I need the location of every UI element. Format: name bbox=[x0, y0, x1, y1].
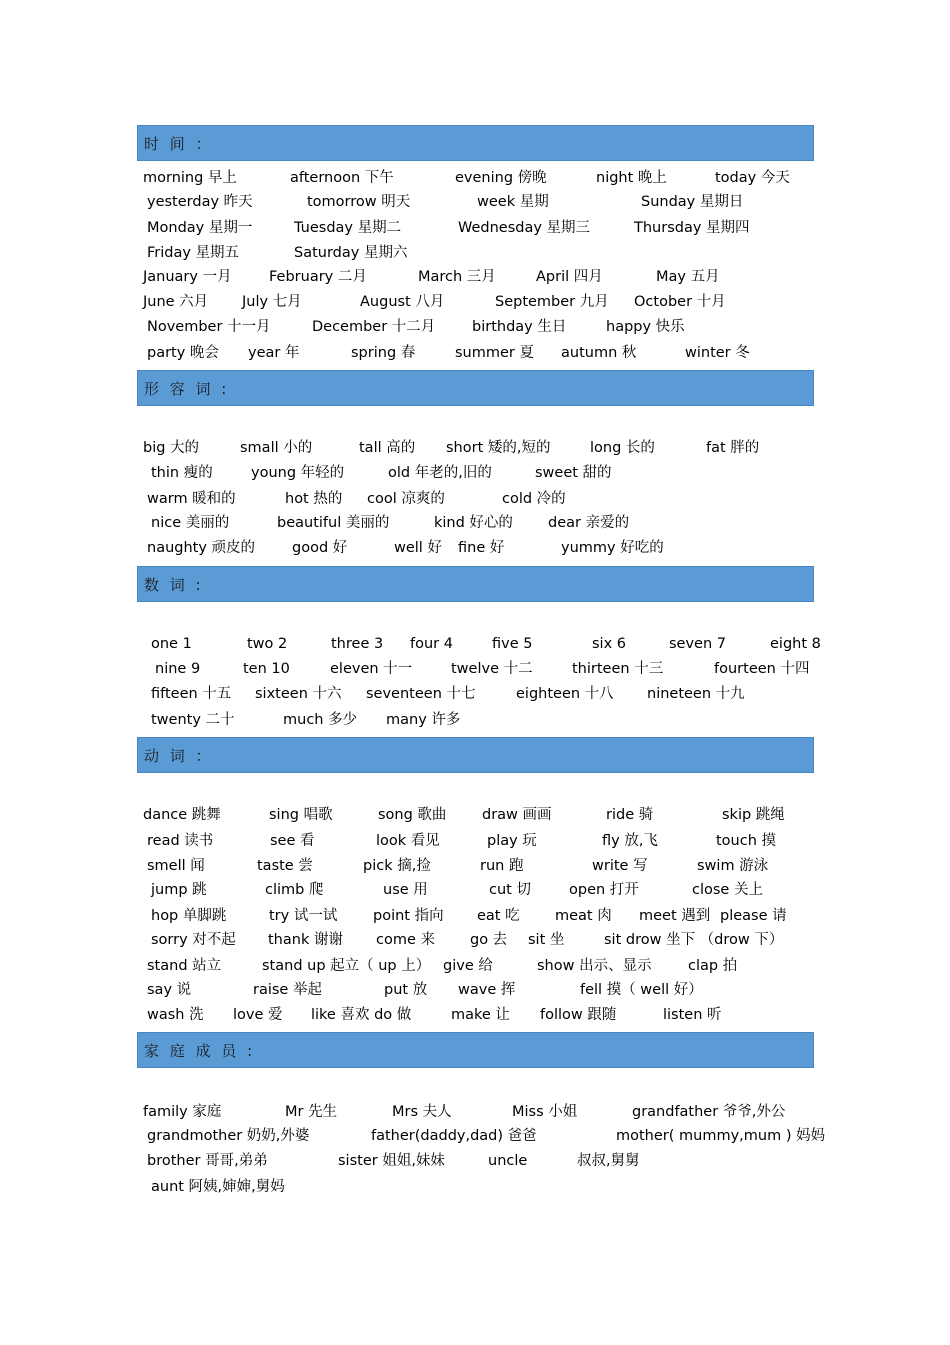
vocab-entry: eighteen 十八 bbox=[516, 686, 614, 702]
vocab-entry: clap 拍 bbox=[688, 958, 738, 974]
vocab-entry: Tuesday 星期二 bbox=[294, 220, 402, 236]
vocab-entry: play 玩 bbox=[487, 833, 537, 849]
vocab-entry: taste 尝 bbox=[257, 858, 313, 874]
vocab-entry: May 五月 bbox=[656, 269, 720, 285]
vocab-entry: October 十月 bbox=[634, 294, 726, 310]
vocab-entry: small 小的 bbox=[240, 440, 313, 456]
vocab-entry: sweet 甜的 bbox=[535, 465, 612, 481]
vocab-entry: Thursday 星期四 bbox=[634, 220, 750, 236]
vocab-entry: eat 吃 bbox=[477, 908, 520, 924]
vocab-entry: many 许多 bbox=[386, 712, 461, 728]
vocab-entry: swim 游泳 bbox=[697, 858, 769, 874]
vocab-entry: come 来 bbox=[376, 932, 435, 948]
vocab-entry: sing 唱歌 bbox=[269, 807, 333, 823]
vocab-entry: use 用 bbox=[383, 882, 428, 898]
vocab-entry: five 5 bbox=[492, 636, 533, 652]
vocab-entry: sixteen 十六 bbox=[255, 686, 342, 702]
vocab-entry: January 一月 bbox=[143, 269, 232, 285]
vocab-entry: brother 哥哥,弟弟 bbox=[147, 1153, 268, 1169]
vocab-entry: long 长的 bbox=[590, 440, 655, 456]
vocab-entry: good 好 bbox=[292, 540, 348, 556]
vocab-entry: read 读书 bbox=[147, 833, 214, 849]
vocab-entry: aunt 阿姨,婶婶,舅妈 bbox=[151, 1179, 285, 1195]
section-header-verbs bbox=[137, 737, 814, 773]
section-header-adjectives bbox=[137, 370, 814, 406]
vocab-entry: dance 跳舞 bbox=[143, 807, 221, 823]
vocab-entry: much 多少 bbox=[283, 712, 358, 728]
vocab-entry: pick 摘,捡 bbox=[363, 858, 431, 874]
vocab-entry: party 晚会 bbox=[147, 345, 219, 361]
vocab-entry: July 七月 bbox=[242, 294, 302, 310]
vocab-entry: evening 傍晚 bbox=[455, 170, 547, 186]
vocab-entry: short 矮的,短的 bbox=[446, 440, 551, 456]
vocab-entry: stand 站立 bbox=[147, 958, 222, 974]
vocab-entry: August 八月 bbox=[360, 294, 445, 310]
vocab-entry: seventeen 十七 bbox=[366, 686, 476, 702]
vocab-entry: Sunday 星期日 bbox=[641, 194, 744, 210]
vocab-entry: write 写 bbox=[592, 858, 648, 874]
vocab-entry: big 大的 bbox=[143, 440, 200, 456]
vocab-entry: year 年 bbox=[248, 345, 300, 361]
vocab-entry: fat 胖的 bbox=[706, 440, 760, 456]
vocab-entry: cool 凉爽的 bbox=[367, 491, 445, 507]
vocab-entry: birthday 生日 bbox=[472, 319, 567, 335]
section-header-time bbox=[137, 125, 814, 161]
vocab-entry: beautiful 美丽的 bbox=[277, 515, 390, 531]
vocab-entry: March 三月 bbox=[418, 269, 496, 285]
vocab-entry: cut 切 bbox=[489, 882, 531, 898]
vocab-entry: nice 美丽的 bbox=[151, 515, 230, 531]
vocab-entry: raise 举起 bbox=[253, 982, 322, 998]
section-title: 形 容 词 : bbox=[144, 379, 230, 398]
vocab-entry: afternoon 下午 bbox=[290, 170, 394, 186]
vocab-entry: nineteen 十九 bbox=[647, 686, 745, 702]
vocab-entry: morning 早上 bbox=[143, 170, 237, 186]
section-title: 时 间 ： bbox=[144, 134, 214, 153]
vocab-entry: song 歌曲 bbox=[378, 807, 447, 823]
vocab-entry: September 九月 bbox=[495, 294, 609, 310]
vocab-entry: winter 冬 bbox=[685, 345, 750, 361]
vocab-entry: look 看见 bbox=[376, 833, 440, 849]
vocab-entry: grandmother 奶奶,外婆 bbox=[147, 1128, 310, 1144]
vocab-entry: close 关上 bbox=[692, 882, 763, 898]
vocab-entry: please 请 bbox=[720, 908, 787, 924]
vocab-entry: show 出示、显示 bbox=[537, 958, 652, 974]
vocab-entry: old 年老的,旧的 bbox=[388, 465, 492, 481]
vocab-entry: meet 遇到 bbox=[639, 908, 711, 924]
vocab-entry: thin 瘦的 bbox=[151, 465, 213, 481]
vocab-entry: night 晚上 bbox=[596, 170, 667, 186]
vocab-entry: Saturday 星期六 bbox=[294, 245, 408, 261]
vocab-entry: December 十二月 bbox=[312, 319, 436, 335]
vocab-entry: well 好 bbox=[394, 540, 442, 556]
vocab-entry: warm 暖和的 bbox=[147, 491, 236, 507]
vocab-entry: kind 好心的 bbox=[434, 515, 513, 531]
vocab-entry: fifteen 十五 bbox=[151, 686, 232, 702]
vocab-entry: yesterday 昨天 bbox=[147, 194, 253, 210]
vocab-entry: Monday 星期一 bbox=[147, 220, 253, 236]
vocab-entry: wave 挥 bbox=[458, 982, 516, 998]
vocab-entry: like 喜欢 do 做 bbox=[311, 1007, 412, 1023]
vocab-entry: Friday 星期五 bbox=[147, 245, 240, 261]
vocab-entry: eight 8 bbox=[770, 636, 821, 652]
vocab-entry: go 去 bbox=[470, 932, 508, 948]
vocab-entry: fourteen 十四 bbox=[714, 661, 810, 677]
vocab-entry: listen 听 bbox=[663, 1007, 722, 1023]
vocab-entry: dear 亲爱的 bbox=[548, 515, 630, 531]
vocab-entry: Mrs 夫人 bbox=[392, 1104, 452, 1120]
vocab-entry: family 家庭 bbox=[143, 1104, 222, 1120]
vocab-entry: seven 7 bbox=[669, 636, 727, 652]
vocab-entry: yummy 好吃的 bbox=[561, 540, 664, 556]
vocab-entry: hot 热的 bbox=[285, 491, 343, 507]
vocab-entry: follow 跟随 bbox=[540, 1007, 617, 1023]
vocab-entry: uncle bbox=[488, 1153, 528, 1169]
vocab-entry: skip 跳绳 bbox=[722, 807, 785, 823]
vocab-entry: three 3 bbox=[331, 636, 384, 652]
vocab-entry: summer 夏 bbox=[455, 345, 534, 361]
vocab-entry: touch 摸 bbox=[716, 833, 777, 849]
vocab-entry: put 放 bbox=[384, 982, 428, 998]
section-title: 数 词 : bbox=[144, 575, 204, 594]
vocab-entry: autumn 秋 bbox=[561, 345, 637, 361]
vocab-entry: sit drow 坐下 （drow 下） bbox=[604, 932, 784, 948]
vocab-entry: twenty 二十 bbox=[151, 712, 235, 728]
vocab-entry: two 2 bbox=[247, 636, 288, 652]
vocab-entry: meat 肉 bbox=[555, 908, 612, 924]
vocab-entry: today 今天 bbox=[715, 170, 790, 186]
vocab-entry: tall 高的 bbox=[359, 440, 416, 456]
vocab-entry: try 试一试 bbox=[269, 908, 338, 924]
vocab-entry: tomorrow 明天 bbox=[307, 194, 411, 210]
vocab-entry: ten 10 bbox=[243, 661, 290, 677]
vocab-entry: eleven 十一 bbox=[330, 661, 413, 677]
vocab-entry: young 年轻的 bbox=[251, 465, 345, 481]
vocab-entry: see 看 bbox=[270, 833, 315, 849]
vocab-entry: November 十一月 bbox=[147, 319, 271, 335]
vocab-entry: week 星期 bbox=[477, 194, 549, 210]
vocab-entry: sorry 对不起 bbox=[151, 932, 236, 948]
vocab-entry: Miss 小姐 bbox=[512, 1104, 578, 1120]
vocab-entry: smell 闻 bbox=[147, 858, 205, 874]
vocab-entry: hop 单脚跳 bbox=[151, 908, 227, 924]
section-title: 动 词 ： bbox=[144, 746, 214, 765]
vocab-entry: April 四月 bbox=[536, 269, 603, 285]
vocab-entry: sister 姐姐,妹妹 bbox=[338, 1153, 445, 1169]
vocab-entry: open 打开 bbox=[569, 882, 639, 898]
vocab-entry: love 爱 bbox=[233, 1007, 283, 1023]
vocab-entry: fell 摸（ well 好） bbox=[580, 982, 703, 998]
vocab-entry: one 1 bbox=[151, 636, 192, 652]
vocab-entry: run 跑 bbox=[480, 858, 524, 874]
vocab-entry: fine 好 bbox=[458, 540, 505, 556]
vocab-entry: thank 谢谢 bbox=[268, 932, 343, 948]
section-header-family bbox=[137, 1032, 814, 1068]
vocab-entry: father(daddy,dad) 爸爸 bbox=[371, 1128, 537, 1144]
vocab-entry: cold 冷的 bbox=[502, 491, 566, 507]
vocab-entry: happy 快乐 bbox=[606, 319, 685, 335]
vocab-entry: six 6 bbox=[592, 636, 626, 652]
vocab-entry: give 给 bbox=[443, 958, 493, 974]
vocab-entry: say 说 bbox=[147, 982, 192, 998]
vocab-entry: sit 坐 bbox=[528, 932, 565, 948]
vocab-entry: thirteen 十三 bbox=[572, 661, 664, 677]
vocab-entry: ride 骑 bbox=[606, 807, 654, 823]
vocab-entry: climb 爬 bbox=[265, 882, 324, 898]
vocab-entry: February 二月 bbox=[269, 269, 367, 285]
section-title: 家 庭 成 员 : bbox=[144, 1041, 256, 1060]
vocab-entry: make 让 bbox=[451, 1007, 510, 1023]
vocab-entry: draw 画画 bbox=[482, 807, 552, 823]
vocab-entry: stand up 起立（ up 上） bbox=[262, 958, 431, 974]
vocab-entry: four 4 bbox=[410, 636, 453, 652]
vocab-entry: wash 洗 bbox=[147, 1007, 204, 1023]
vocab-entry: grandfather 爷爷,外公 bbox=[632, 1104, 786, 1120]
vocab-entry: mother( mummy,mum ) 妈妈 bbox=[616, 1128, 826, 1144]
vocab-entry: nine 9 bbox=[155, 661, 201, 677]
vocab-entry: 叔叔,舅舅 bbox=[577, 1153, 640, 1169]
section-header-numbers bbox=[137, 566, 814, 602]
vocab-entry: twelve 十二 bbox=[451, 661, 533, 677]
vocab-entry: jump 跳 bbox=[151, 882, 207, 898]
vocab-entry: Mr 先生 bbox=[285, 1104, 338, 1120]
vocab-entry: naughty 顽皮的 bbox=[147, 540, 256, 556]
vocab-entry: Wednesday 星期三 bbox=[458, 220, 591, 236]
vocab-entry: June 六月 bbox=[143, 294, 209, 310]
vocab-entry: point 指向 bbox=[373, 908, 444, 924]
vocab-entry: fly 放,飞 bbox=[602, 833, 658, 849]
vocab-entry: spring 春 bbox=[351, 345, 416, 361]
